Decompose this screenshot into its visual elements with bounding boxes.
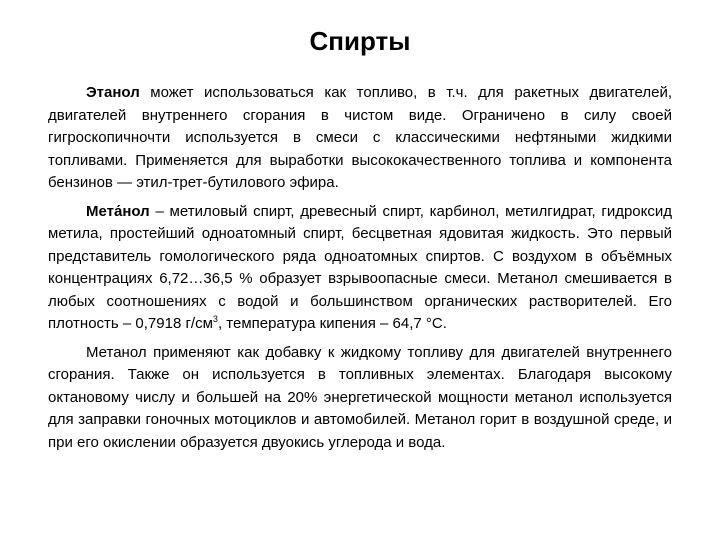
methanol-term: Мета́нол	[86, 202, 150, 220]
page-title: Спирты	[309, 26, 411, 56]
ethanol-text: может использоваться как топливо, в т.ч. для ракетных двигателей, двигателей внутреннего сгорания в чистом виде. Ограничено в силу своей гигроскопичночти используется в смеси с классическими нефтяными жидкими топливами. Применяется для выработки высококачественного топлива и компонента бензинов — этил-трет-бутилового эфира.	[48, 84, 672, 191]
methanol-text-end: , температура кипения – 64,7 °С.	[217, 315, 447, 332]
methanol-text: – метиловый спирт, древесный спирт, карбинол, метилгидрат, гидроксид метила, простейший одноатомный спирт, бесцветная ядовитая жидкость. Это первый представитель гомологического ряда одноатомных спиртов. С воздухом в объёмных концентрациях 6,72…36,5 % образует взрывоопасные смеси. Метанол смешивается в любых соотношениях с водой и большинством органических растворителей. Его плотность – 0,7918 г/см	[48, 202, 672, 332]
methanol-usage-paragraph: Метанол применяют как добавку к жидкому топливу для двигателей внутреннего сгорания. Также он используется в топливных элементах. Благодаря высокому октановому числу и большей на 20% энергетической мощности метанол используется для заправки гоночных мотоциклов и автомобилей. Метанол горит в воздушной среде, и при его окислении образуется двуокись углерода и вода.	[48, 343, 672, 451]
ethanol-paragraph	[48, 82, 672, 195]
density-unit-exponent: 3	[212, 314, 218, 324]
methanol-paragraph	[48, 201, 672, 336]
ethanol-term: Этанол	[86, 84, 140, 101]
